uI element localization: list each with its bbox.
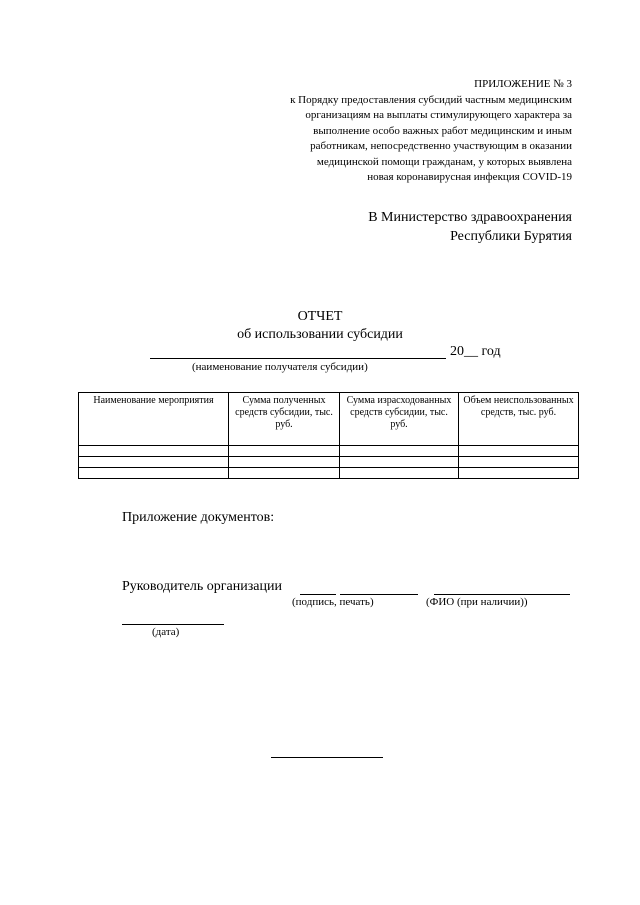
appendix-text-line: выполнение особо важных работ медицинским и иным bbox=[313, 124, 572, 137]
appendix-number: ПРИЛОЖЕНИЕ № 3 bbox=[474, 78, 572, 90]
appendix-text-line: работникам, непосредственно участвующим в оказании bbox=[310, 140, 572, 152]
table-cell[interactable] bbox=[340, 457, 459, 468]
full-name-line[interactable] bbox=[434, 594, 570, 595]
table-cell[interactable] bbox=[340, 446, 459, 457]
column-header: Сумма полученных средств субсидии, тыс. руб. bbox=[229, 393, 340, 446]
report-subtitle: об использовании субсидии bbox=[237, 327, 403, 342]
table-cell[interactable] bbox=[459, 446, 579, 457]
table-header-row bbox=[79, 393, 579, 446]
appendix-text-line: к Порядку предоставления субсидий частным медицинским bbox=[290, 93, 572, 106]
appendix-text-line: новая коронавирусная инфекция COVID-19 bbox=[367, 171, 572, 183]
date-caption: (дата) bbox=[152, 626, 180, 638]
addressee-line-1: В Министерство здравоохранения bbox=[368, 210, 572, 225]
table-cell[interactable] bbox=[459, 468, 579, 479]
appendix-header bbox=[212, 77, 572, 186]
table-row bbox=[79, 446, 579, 457]
addressee-block bbox=[368, 208, 572, 246]
table-row bbox=[79, 468, 579, 479]
report-table bbox=[78, 392, 579, 479]
table-cell[interactable] bbox=[79, 457, 229, 468]
recipient-caption: (наименование получателя субсидии) bbox=[192, 361, 368, 373]
table-cell[interactable] bbox=[79, 468, 229, 479]
table-cell[interactable] bbox=[79, 446, 229, 457]
appendix-text-line: организациям на выплаты стимулирующего характера за bbox=[305, 109, 572, 121]
signature-line[interactable] bbox=[340, 594, 418, 595]
appendix-text-line: медицинской помощи гражданам, у которых выявлена bbox=[316, 155, 572, 168]
table-cell[interactable] bbox=[229, 468, 340, 479]
full-name-caption: (ФИО (при наличии)) bbox=[426, 596, 528, 608]
column-header: Наименование мероприятия bbox=[79, 393, 229, 446]
report-year: 20__ год bbox=[450, 344, 501, 359]
recipient-name-line bbox=[150, 358, 446, 359]
signature-label: Руководитель организации bbox=[122, 579, 282, 594]
column-header: Объем неиспользованных средств, тыс. руб. bbox=[459, 393, 579, 446]
column-header: Сумма израсходованных средств субсидии, тыс. руб. bbox=[340, 393, 459, 446]
table-row bbox=[79, 457, 579, 468]
date-line[interactable] bbox=[122, 624, 224, 625]
addressee-line-2: Республики Бурятия bbox=[450, 229, 572, 244]
attachments-label: Приложение документов: bbox=[122, 510, 275, 525]
table-cell[interactable] bbox=[229, 446, 340, 457]
signature-line-short bbox=[300, 594, 336, 595]
report-title: ОТЧЕТ bbox=[297, 309, 343, 324]
table-cell[interactable] bbox=[340, 468, 459, 479]
table-cell[interactable] bbox=[459, 457, 579, 468]
closing-separator bbox=[271, 757, 383, 758]
signature-caption: (подпись, печать) bbox=[292, 596, 374, 608]
table-cell[interactable] bbox=[229, 457, 340, 468]
